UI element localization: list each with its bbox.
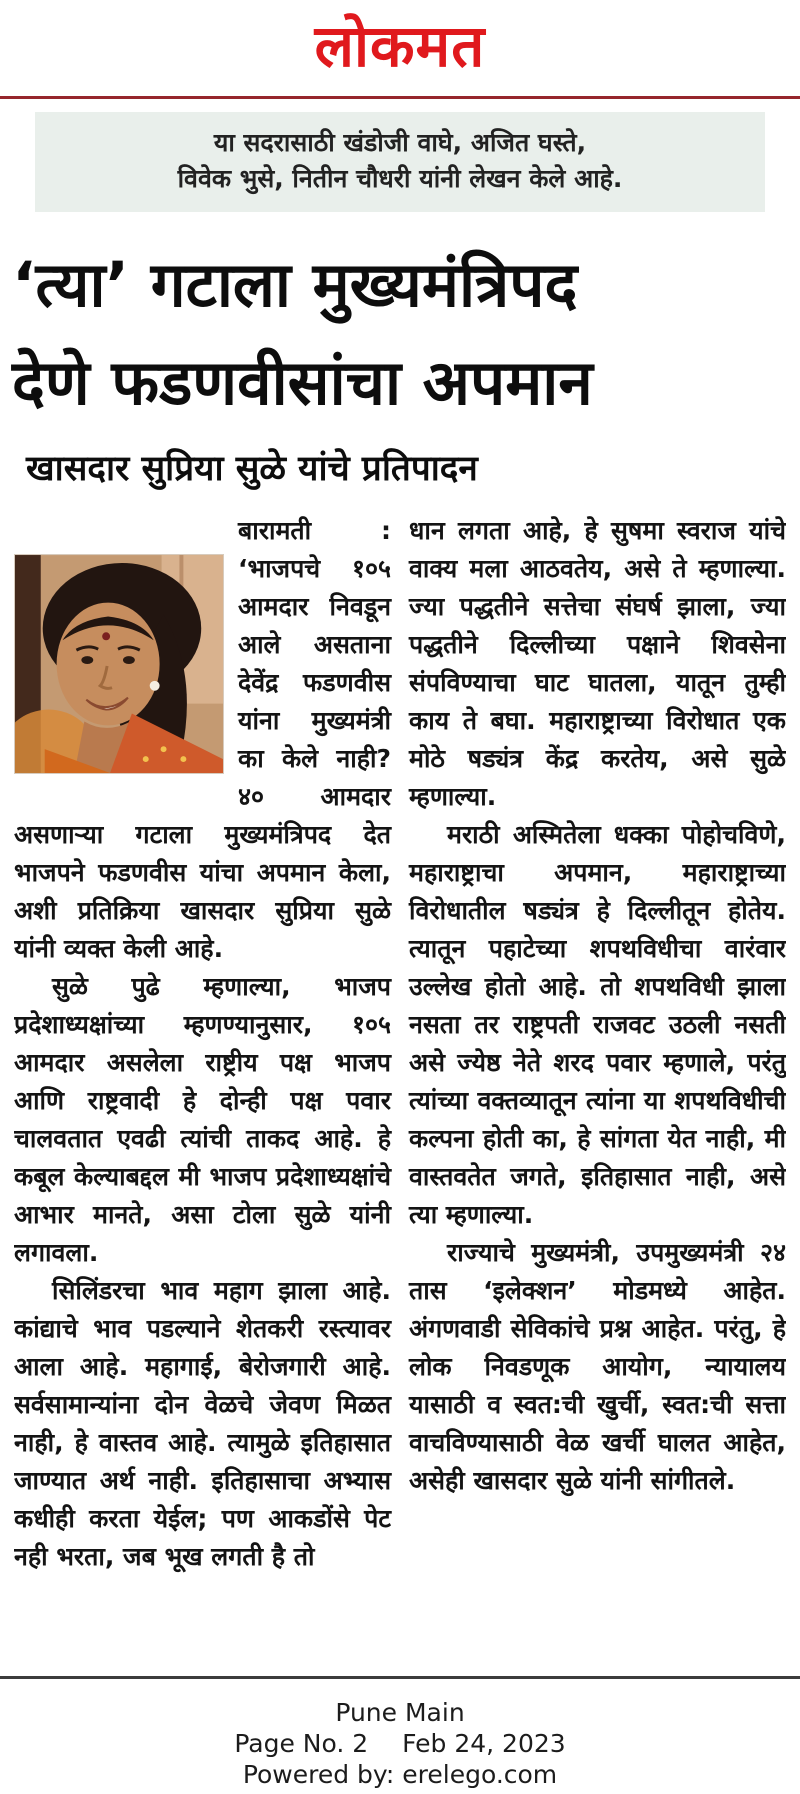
headline-line-2: देणे फडणवीसांचा अपमान — [12, 346, 593, 419]
authors-line-2: विवेक भुसे, नितीन चौधरी यांनी लेखन केले आहे. — [177, 164, 623, 193]
lokmat-logo: लोकमत — [314, 12, 486, 80]
portrait-photo-illustration — [15, 555, 223, 773]
footer-divider-rule — [0, 1676, 800, 1679]
article-paragraph-3: सिलिंडरचा भाव महाग झाला आहे. कांद्याचे भाव पडल्याने शेतकरी रस्त्यावर आला आहे. महागाई, बेरोजगारी आहे. सर्वसामान्यांना दोन वेळचे जेवण मिळत नाही, हे वास्तव आहे. त्यामुळे इतिहासात जाण्यात अर्थ नाही. इतिहासाचा अभ्यास कधीही करता येईल; पण आकडोंसे पेट नही भरता, जब भूख लगती है तो — [14, 1276, 391, 1571]
edition-name: Pune Main — [335, 1698, 465, 1727]
page-number: Page No. 2 — [234, 1729, 369, 1758]
article-paragraph-5: मराठी अस्मितेला धक्का पोहोचविणे, महाराष्ट्राचा अपमान, महाराष्ट्राच्या विरोधातील षड्यंत्र हे दिल्लीतून होतेय. त्यातून पहाटेच्या शपथविधीचा वारंवार उल्लेख होतो आहे. तो शपथविधी झाला नसता तर राष्ट्रपती राजवट उठली नसती असे ज्येष्ठ नेते शरद पवार म्हणाले, परंतु त्यांच्या वक्तव्यातून त्यांना या शपथविधीची कल्पना होती का, हे सांगता येत नाही, मी वास्तवतेत जगते, इतिहासात नाही, असे त्या म्हणाल्या. — [409, 820, 786, 1229]
page-and-date-line — [120, 1728, 680, 1759]
article-paragraph-4: धान लगता आहे, हे सुषमा स्वराज यांचे वाक्य मला आठवतेय, असे ते म्हणाल्या. ज्या पद्धतीने सत्तेचा संघर्ष झाला, ज्या पद्धतीने दिल्लीच्या पक्षाने शिवसेना संपविण्याचा घाट घातला, यातून तुम्ही काय ते बघा. महाराष्ट्राच्या विरोधात एक मोठे षड्यंत्र केंद्र करतेय, असे सुळे म्हणाल्या. — [409, 516, 786, 811]
article-body — [14, 512, 786, 1650]
masthead-divider-rule — [0, 96, 800, 99]
powered-by: Powered by: erelego.com — [242, 1760, 558, 1789]
supriya-sule-photo — [14, 554, 224, 774]
article-headline — [12, 236, 788, 432]
article-column-right — [409, 512, 786, 1650]
dateline: बारामती : — [238, 516, 391, 545]
article-subheadline: खासदार सुप्रिया सुळे यांचे प्रतिपादन — [26, 449, 478, 489]
masthead — [0, 0, 800, 92]
authors-credit-box — [35, 112, 765, 212]
page-footer — [120, 1697, 680, 1790]
article-column-left — [14, 512, 391, 1650]
article-paragraph-6: राज्याचे मुख्यमंत्री, उपमुख्यमंत्री २४ तास ‘इलेक्शन’ मोडमध्ये आहेत. अंगणवाडी सेविकांचे प्रश्न आहेत. परंतु, हे लोक निवडणूक आयोग, न्यायालय यासाठी व स्वत:ची खुर्ची, स्वत:ची सत्ता वाचविण्यासाठी वेळ खर्ची घालत आहेत, असेही खासदार सुळे यांनी सांगीतले. — [409, 1238, 786, 1495]
authors-line-1: या सदरासाठी खंडोजी वाघे, अजित घस्ते, — [213, 128, 587, 157]
article-paragraph-1 — [14, 512, 391, 968]
publish-date: Feb 24, 2023 — [402, 1729, 566, 1758]
article-paragraph-2: सुळे पुढे म्हणाल्या, भाजप प्रदेशाध्यक्षांच्या म्हणण्यानुसार, १०५ आमदार असलेला राष्ट्रीय पक्ष भाजप आणि राष्ट्रवादी हे दोन्ही पक्ष पवार चालवतात एवढी त्यांची ताकद आहे. हे कबूल केल्याबद्दल मी भाजप प्रदेशाध्यक्षांचे आभार मानते, असा टोला सुळे यांनी लगावला. — [14, 972, 391, 1267]
headline-line-1: ‘त्या’ गटाला मुख्यमंत्रिपद — [12, 248, 578, 321]
paragraph-text: ‘भाजपचे १०५ आमदार निवडून आले असताना देवेंद्र फडणवीस यांना मुख्यमंत्री का केले नाही? ४० आमदार असणाऱ्या गटाला मुख्यमंत्रिपद देत भाजपने फडणवीस यांचा अपमान केला, अशी प्रतिक्रिया खासदार सुप्रिया सुळे यांनी व्यक्त केली आहे. — [14, 554, 391, 963]
